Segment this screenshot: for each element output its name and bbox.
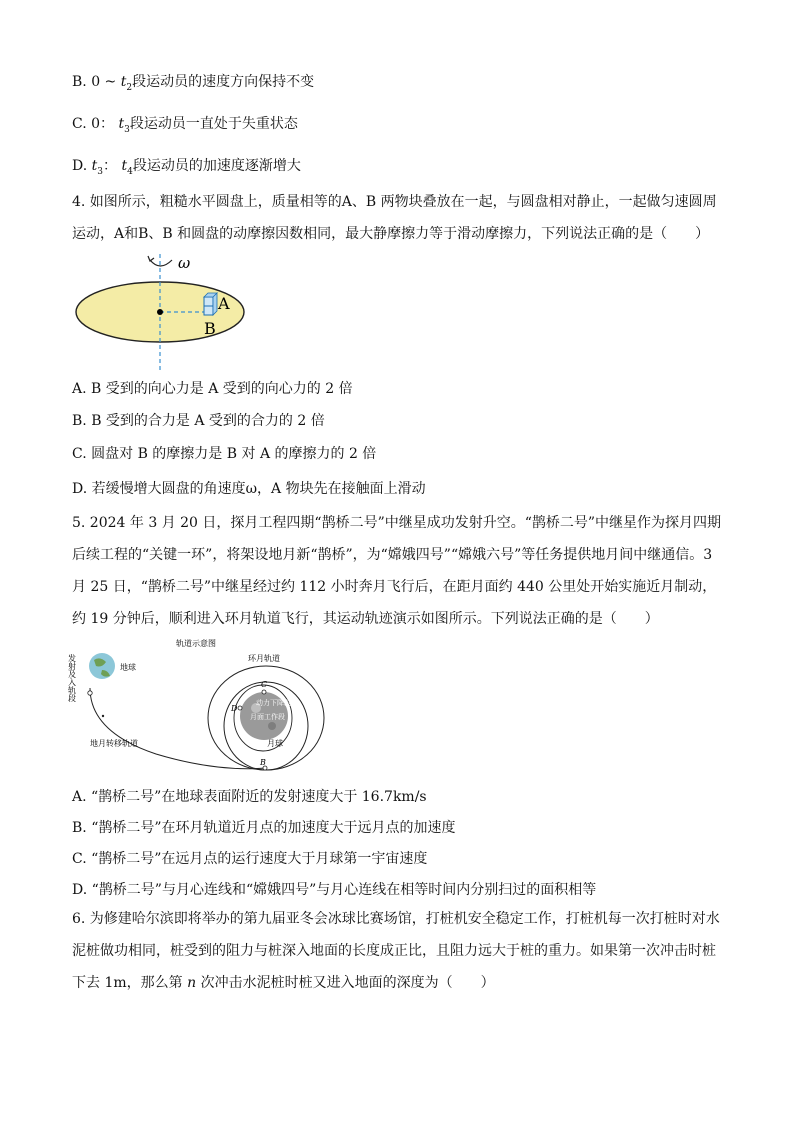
q6-stem: 6. 为修建哈尔滨即将举办的第九届亚冬会冰球比赛场馆，打桩机安全稳定工作，打桩机每一次打桩时对水泥桩做功相同，桩受到的阻力与桩深入地面的长度成正比，且阻力远大于桩的重力。如果第一次冲击时桩下去 1m，那么第 n 次冲击水泥桩时桩又进入地面的深度为（ ） bbox=[72, 911, 720, 991]
point-d: D bbox=[231, 704, 238, 713]
q4-option-c: C. 圆盘对 B 的摩擦力是 B 对 A 的摩擦力的 2 倍 bbox=[72, 446, 377, 462]
q4-disk-figure bbox=[68, 250, 258, 372]
point-b: B bbox=[260, 758, 266, 767]
q5-option-c: C. “鹊桥二号”在远月点的运行速度大于月球第一宇宙速度 bbox=[72, 851, 428, 867]
earth-label: 地球 bbox=[120, 663, 136, 672]
moon-label: 月球 bbox=[267, 739, 283, 748]
q3-option-b: B. 0 ~ $t_2$段运动员的速度方向保持不变 bbox=[72, 74, 315, 93]
power-label: 动力下降段 bbox=[256, 699, 291, 707]
block-a bbox=[204, 297, 213, 306]
launch-label: 发射及入轨段 bbox=[67, 654, 77, 702]
q3-option-d: D. $t_3$： $t_4$段运动员的加速度逐渐增大 bbox=[72, 158, 301, 177]
transfer-orbit bbox=[90, 688, 266, 769]
label-b: B bbox=[204, 319, 216, 338]
q4-option-a: A. B 受到的向心力是 A 受到的向心力的 2 倍 bbox=[72, 381, 353, 397]
work-label: 月面工作段 bbox=[250, 713, 285, 721]
q4-stem: 4. 如图所示，粗糙水平圆盘上，质量相等的A、B 两物块叠放在一起，与圆盘相对静止，一起做匀速圆周运动，A和B、B 和圆盘的动摩擦因数相同，最大静摩擦力等于滑动摩擦力，下列说法正确的是（ ） bbox=[72, 194, 717, 242]
earth bbox=[89, 653, 115, 679]
point-c: C bbox=[261, 680, 268, 689]
q5-stem: 5. 2024 年 3 月 20 日，探月工程四期“鹊桥二号”中继星成功发射升空。“鹊桥二号”中继星作为探月四期后续工程的“关键一环”，将架设地月新“鹊桥”，为“嫦娥四号”“嫦娥六号”等任务提供地月间中继通信。3 月 25 日，“鹊桥二号”中继星经过约 112 小时奔月飞行后，在距月面约 440 公里处开始实施近月制动，约 19 分钟后，顺利进入环月轨道飞行，其运动轨迹演示如图所示。下列说法正确的是（ ） bbox=[72, 515, 722, 627]
figure-title: 轨道示意图 bbox=[176, 639, 216, 648]
label-a: A bbox=[218, 294, 230, 313]
q4-option-d: D. 若缓慢增大圆盘的角速度ω，A 物块先在接触面上滑动 bbox=[72, 481, 426, 497]
q3-option-c: C. 0： $t_3$段运动员一直处于失重状态 bbox=[72, 116, 298, 135]
omega-label: ω bbox=[178, 254, 191, 272]
rotation-arrow-icon bbox=[150, 260, 172, 266]
q4-option-b: B. B 受到的合力是 A 受到的合力的 2 倍 bbox=[72, 413, 325, 429]
disk-center bbox=[157, 309, 163, 315]
q5-option-b: B. “鹊桥二号”在环月轨道近月点的加速度大于远月点的加速度 bbox=[72, 820, 456, 836]
q5-option-a: A. “鹊桥二号”在地球表面附近的发射速度大于 16.7km/s bbox=[72, 789, 427, 805]
q5-orbit-figure bbox=[66, 636, 346, 776]
block-b bbox=[204, 306, 213, 315]
transfer-label: 地月转移轨道 bbox=[90, 739, 138, 748]
q5-option-d: D. “鹊桥二号”与月心连线和“嫦娥四号”与月心连线在相等时间内分别扫过的面积相等 bbox=[72, 882, 597, 898]
ring-orbit-label: 环月轨道 bbox=[248, 654, 280, 663]
